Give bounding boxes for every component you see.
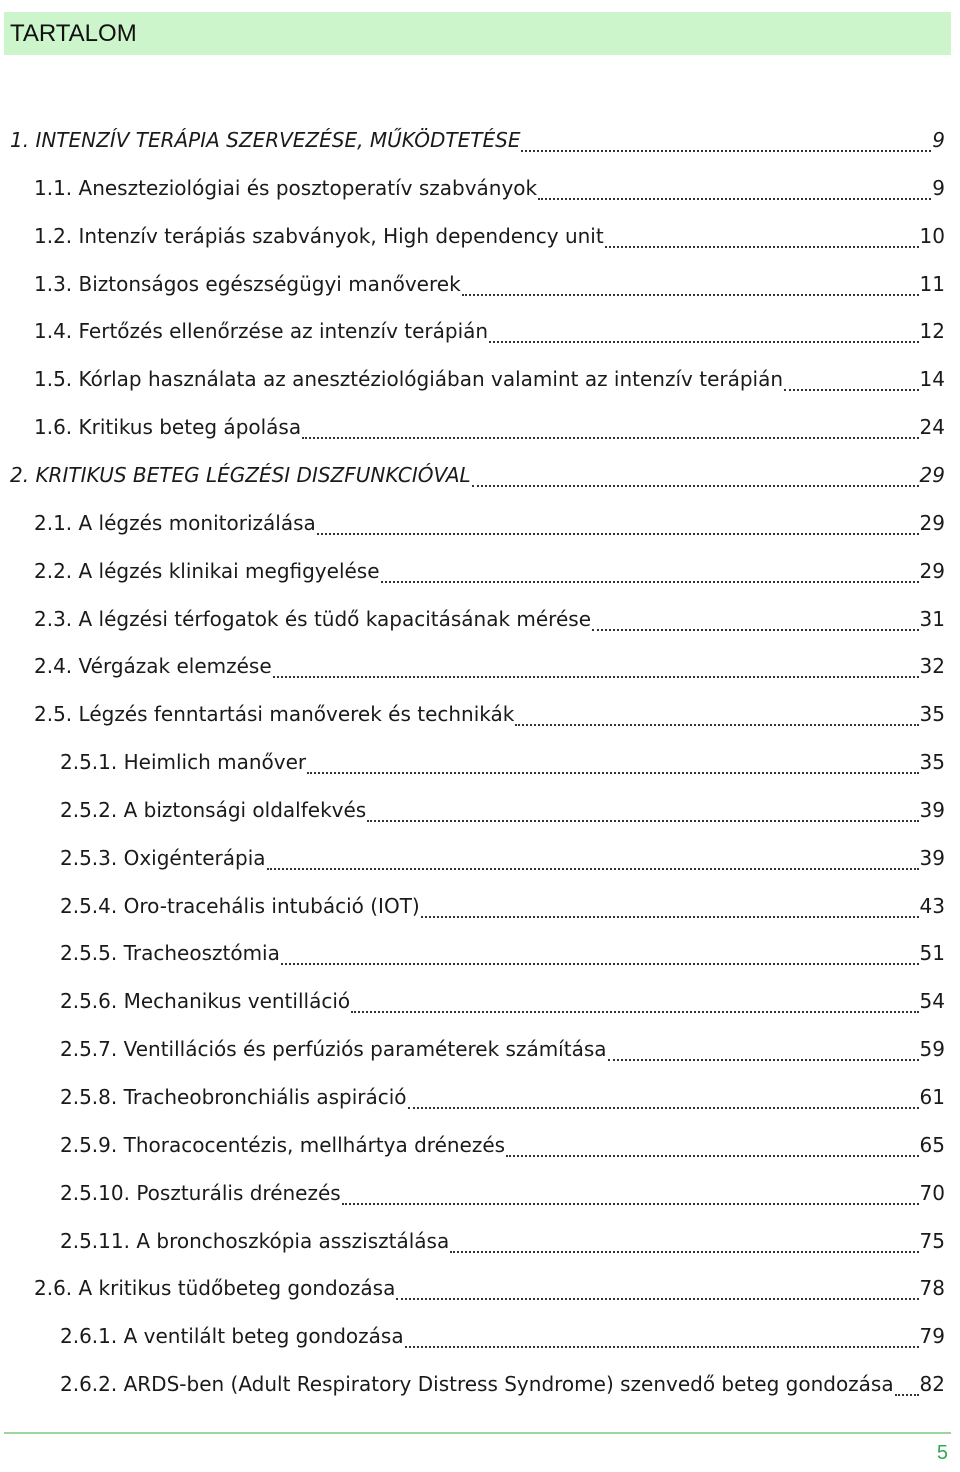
toc-entry[interactable] (0, 176, 945, 206)
toc-entry[interactable] (0, 224, 945, 254)
toc-entry[interactable] (0, 702, 945, 732)
toc-dot-leader (381, 581, 919, 583)
toc-entry-page: 10 (919, 223, 945, 248)
toc-entry[interactable] (0, 607, 945, 637)
toc-entry-page: 29 (919, 510, 945, 535)
toc-entry-page: 82 (919, 1372, 945, 1397)
toc-entry-label: 2.5.8. Tracheobronchiális aspiráció (60, 1085, 407, 1109)
toc-dot-leader (605, 246, 919, 248)
toc-entry-label: 2.5.3. Oxigénterápia (60, 845, 266, 870)
toc-entry[interactable] (0, 272, 945, 302)
toc-dot-leader (302, 437, 918, 439)
toc-entry-page: 11 (919, 271, 945, 296)
toc-dot-leader (405, 1346, 919, 1348)
toc-dot-leader (351, 1011, 918, 1013)
toc-entry-label: 1.4. Fertőzés ellenőrzése az intenzív terápián (34, 319, 489, 344)
toc-dot-leader (515, 724, 918, 726)
toc-entry-page: 39 (919, 797, 945, 822)
toc-dot-leader (421, 916, 919, 918)
toc-entry-label: 2.3. A légzési térfogatok és tüdő kapacitásának mérése (34, 606, 591, 631)
toc-entry[interactable] (0, 750, 945, 780)
toc-entry[interactable] (0, 511, 945, 541)
toc-dot-leader (317, 533, 919, 535)
toc-entry-page: 65 (919, 1132, 945, 1157)
toc-entry[interactable] (0, 1324, 945, 1354)
toc-entry-label: 2.5.9. Thoracocentézis, mellhártya drénezés (60, 1132, 506, 1157)
toc-entry-label: 1.1. Aneszteziológiai és posztoperatív szabványok (34, 175, 538, 200)
toc-entry-label: 2.5.11. A bronchoszkópia asszisztálása (60, 1228, 450, 1253)
toc-entry-page: 70 (919, 1180, 945, 1205)
toc-entry-label: 2.5.10. Poszturális drénezés (60, 1180, 341, 1205)
toc-entry-label: 2.6.1. A ventilált beteg gondozása (60, 1324, 404, 1349)
page-number: 5 (936, 1442, 948, 1464)
toc-entry-label: 2.5.5. Tracheosztómia (60, 941, 280, 966)
toc-dot-leader (784, 389, 919, 391)
toc-entry[interactable] (0, 1085, 945, 1115)
toc-dot-leader (538, 198, 931, 200)
toc-entry[interactable] (0, 128, 945, 158)
toc-entry[interactable] (0, 894, 945, 924)
toc-header (4, 12, 951, 55)
toc-entry[interactable] (0, 1181, 945, 1211)
toc-dot-leader (396, 1298, 918, 1300)
toc-dot-leader (592, 629, 919, 631)
toc-entry-label: 2.5.7. Ventillációs és perfúziós paraméterek számítása (60, 1037, 607, 1062)
toc-dot-leader (472, 485, 919, 487)
toc-entry-page: 31 (919, 606, 945, 631)
toc-entry-page: 24 (919, 415, 945, 440)
toc-entry[interactable] (0, 319, 945, 349)
toc-dot-leader (462, 294, 919, 296)
toc-entry[interactable] (0, 798, 945, 828)
toc-entry-label: 2.5. Légzés fenntartási manőverek és technikák (34, 702, 515, 727)
toc-entry[interactable] (0, 989, 945, 1019)
toc-dot-leader (408, 1107, 919, 1109)
toc-dot-leader (895, 1394, 919, 1396)
toc-entry[interactable] (0, 1229, 945, 1259)
toc-entry-page: 61 (919, 1085, 945, 1109)
toc-entry-page: 75 (919, 1228, 945, 1253)
toc-entry[interactable] (0, 1276, 945, 1306)
toc-entry-label: 1.2. Intenzív terápiás szabványok, High dependency unit (34, 223, 604, 248)
toc-entry[interactable] (0, 367, 945, 397)
toc-entry[interactable] (0, 559, 945, 589)
toc-entry-page: 35 (919, 750, 945, 775)
toc-entry[interactable] (0, 415, 945, 445)
toc-dot-leader (273, 676, 919, 678)
toc-entry-page: 12 (919, 319, 945, 344)
toc-entry-page: 9 (932, 175, 945, 200)
toc-entry[interactable] (0, 941, 945, 971)
toc-title: TARTALOM (10, 20, 137, 47)
toc-entry-label: 1.6. Kritikus beteg ápolása (34, 415, 302, 440)
toc-entry-page: 32 (919, 654, 945, 679)
footer-divider (4, 1432, 951, 1434)
toc-dot-leader (450, 1251, 918, 1253)
toc-dot-leader (506, 1155, 918, 1157)
toc-entry-page: 43 (919, 893, 945, 918)
toc-dot-leader (489, 341, 918, 343)
toc-entry-page: 59 (919, 1037, 945, 1062)
toc-entry-page: 39 (919, 845, 945, 870)
toc-entry-label: 1.5. Kórlap használata az anesztéziológiában valamint az intenzív terápián (34, 367, 784, 392)
toc-entry-page: 51 (919, 941, 945, 966)
toc-entry-page: 35 (919, 702, 945, 727)
toc-entry-page: 9 (932, 128, 945, 152)
toc-entry-label: 1. INTENZÍV TERÁPIA SZERVEZÉSE, MŰKÖDTETÉSE (10, 128, 521, 152)
toc-entry-page: 79 (919, 1324, 945, 1349)
toc-dot-leader (521, 150, 931, 152)
toc-dot-leader (281, 963, 919, 965)
toc-dot-leader (367, 820, 918, 822)
toc-entry-label: 2.6. A kritikus tüdőbeteg gondozása (34, 1276, 396, 1301)
toc-entry[interactable] (0, 654, 945, 684)
toc-entry[interactable] (0, 846, 945, 876)
toc-entry-page: 29 (919, 462, 945, 487)
toc-entry-label: 1.3. Biztonságos egészségügyi manőverek (34, 271, 461, 296)
toc-entry-label: 2.5.1. Heimlich manőver (60, 750, 307, 775)
toc-entry-label: 2.4. Vérgázak elemzése (34, 654, 272, 679)
toc-entry-label: 2.5.2. A biztonsági oldalfekvés (60, 797, 367, 822)
toc-entry-label: 2.1. A légzés monitorizálása (34, 510, 316, 535)
toc-dot-leader (307, 772, 918, 774)
toc-entry-page: 29 (919, 558, 945, 583)
toc-entry-label: 2. KRITIKUS BETEG LÉGZÉSI DISZFUNKCIÓVAL (10, 462, 471, 487)
toc-entry-label: 2.2. A légzés klinikai megfigyelése (34, 558, 380, 583)
toc-entry-page: 54 (919, 989, 945, 1014)
toc-entry-page: 14 (919, 367, 945, 392)
toc-entry[interactable] (0, 1372, 945, 1402)
toc-entry-label: 2.5.6. Mechanikus ventilláció (60, 989, 351, 1014)
toc-entry-page: 78 (919, 1276, 945, 1301)
toc-entry[interactable] (0, 1133, 945, 1163)
toc-dot-leader (267, 868, 919, 870)
toc-entry[interactable] (0, 463, 945, 493)
toc-entry-label: 2.6.2. ARDS-ben (Adult Respiratory Distress Syndrome) szenvedő beteg gondozása (60, 1372, 894, 1397)
toc-dot-leader (342, 1203, 919, 1205)
toc-entry[interactable] (0, 1037, 945, 1067)
toc-dot-leader (608, 1059, 919, 1061)
toc-entry-label: 2.5.4. Oro-tracehális intubáció (IOT) (60, 893, 420, 918)
